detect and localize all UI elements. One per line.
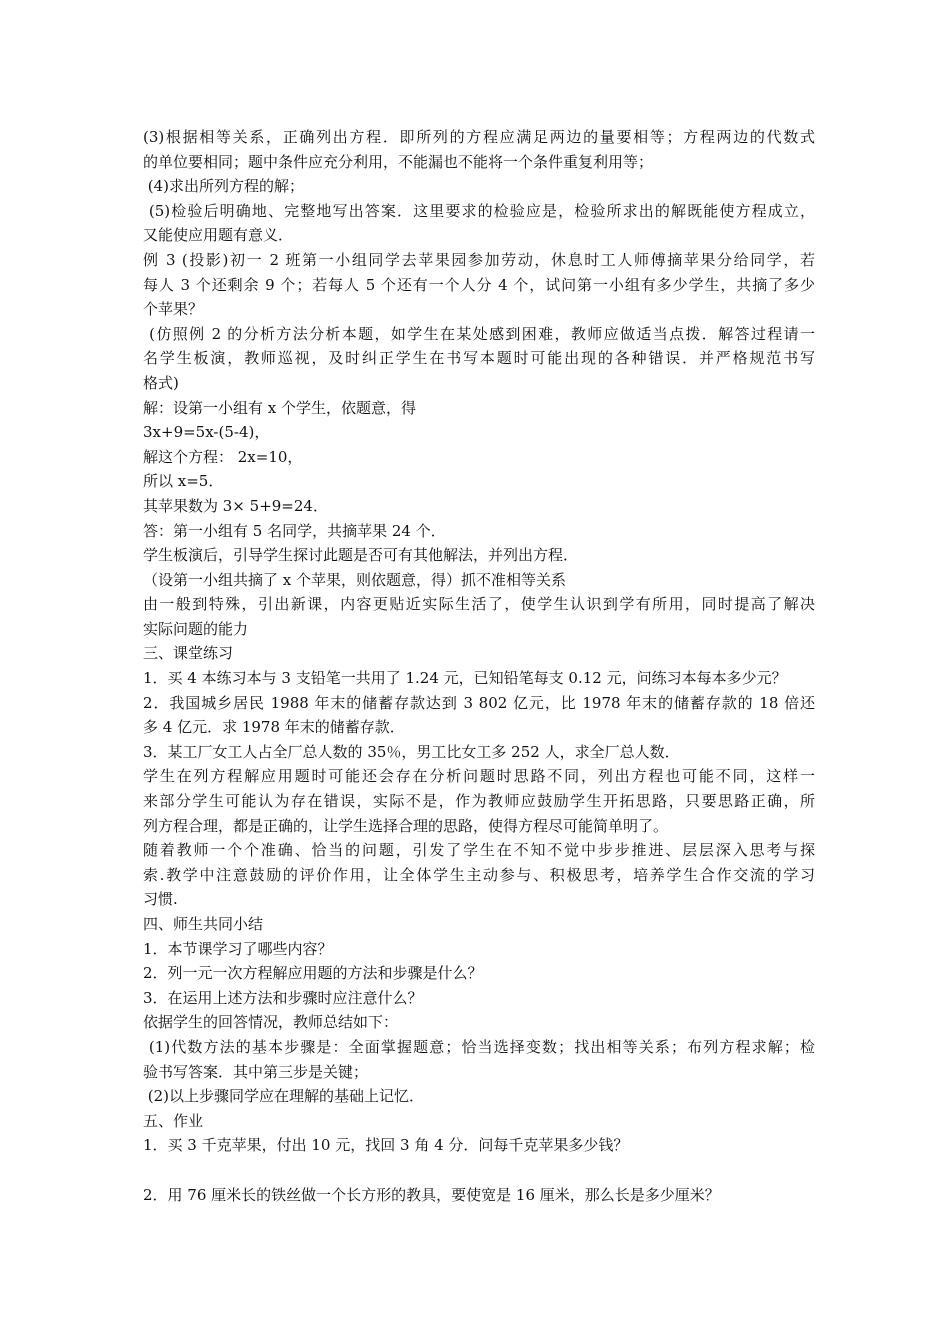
- text-line: 例 3 (投影)初一 2 班第一小组同学去苹果园参加劳动，休息时工人师傅摘苹果分给同学，若: [143, 250, 815, 269]
- text-line: 2．我国城乡居民 1988 年末的储蓄存款达到 3 802 亿元，比 1978 年末的储蓄存款的 18 倍还: [143, 693, 815, 712]
- text-line: 个苹果？: [143, 300, 204, 319]
- text-line: (4)求出所列方程的解；: [143, 177, 305, 196]
- document-body: [143, 125, 815, 1207]
- section-heading: 五、作业: [143, 1111, 204, 1130]
- text-line: 1．买 3 千克苹果，付出 10 元，找回 3 角 4 分．问每千克苹果多少钱？: [143, 1136, 629, 1155]
- text-line: 依据学生的回答情况，教师总结如下：: [143, 1013, 399, 1032]
- text-line: 实际问题的能力: [143, 619, 249, 638]
- text-line: （设第一小组共摘了 x 个苹果，则依题意，得）抓不准相等关系: [143, 570, 566, 589]
- text-line: 的单位要相同；题中条件应充分利用，不能漏也不能将一个条件重复利用等；: [143, 152, 654, 171]
- text-line: 其苹果数为 3× 5+9=24．: [143, 496, 328, 515]
- text-line: 多 4 亿元．求 1978 年末的储蓄存款．: [143, 718, 405, 737]
- text-line: 2．列一元一次方程解应用题的方法和步骤是什么？: [143, 964, 483, 983]
- text-line: 1．本节课学习了哪些内容？: [143, 939, 333, 958]
- text-line: 随着教师一个个准确、恰当的问题，引发了学生在不知不觉中步步推进、层层深入思考与探: [143, 841, 815, 860]
- text-line: 来部分学生可能认为存在错误，实际不是，作为教师应鼓励学生开拓思路，只要思路正确，所: [143, 792, 815, 811]
- text-line: 学生在列方程解应用题时可能还会存在分析问题时思路不同，列出方程也可能不同，这样一: [143, 767, 815, 786]
- text-line: 格式): [143, 373, 179, 392]
- text-line: 索.教学中注意鼓励的评价作用，让全体学生主动参与、积极思考，培养学生合作交流的学习: [143, 865, 815, 884]
- text-line: 2．用 76 厘米长的铁丝做一个长方形的教具，要使宽是 16 厘米，那么长是多少厘米？: [143, 1185, 720, 1204]
- text-line: 列方程合理，都是正确的，让学生选择合理的思路，使得方程尽可能简单明了。: [143, 816, 669, 835]
- text-line: 解：设第一小组有 x 个学生，依题意，得: [143, 398, 416, 417]
- text-line: 名学生板演，教师巡视，及时纠正学生在书写本题时可能出现的各种错误．并严格规范书写: [143, 349, 815, 368]
- section-heading: 三、课堂练习: [143, 644, 234, 663]
- text-line: 每人 3 个还剩余 9 个；若每人 5 个还有一个人分 4 个，试问第一小组有多少学生，共摘了多少: [143, 275, 815, 294]
- section-heading: 四、师生共同小结: [143, 915, 264, 933]
- text-line: 又能使应用题有意义．: [143, 226, 294, 245]
- text-line: 1．买 4 本练习本与 3 支铅笔一共用了 1.24 元，已知铅笔每支 0.12 元，问练习本每本多少元？: [143, 669, 787, 688]
- text-line: (1)代数方法的基本步骤是：全面掌握题意；恰当选择变数；找出相等关系；布列方程求解；检: [143, 1037, 815, 1056]
- text-line: 3．某工厂女工人占全厂总人数的 35％，男工比女工多 252 人，求全厂总人数．: [143, 742, 680, 761]
- text-line: 3．在运用上述方法和步骤时应注意什么？: [143, 988, 423, 1007]
- text-line: 由一般到特殊，引出新课，内容更贴近实际生活了，使学生认识到学有所用，同时提高了解决: [143, 595, 815, 614]
- text-line: (3)根据相等关系，正确列出方程．即所列的方程应满足两边的量要相等；方程两边的代数式: [143, 128, 815, 146]
- text-line: 答：第一小组有 5 名同学，共摘苹果 24 个．: [143, 521, 446, 540]
- text-line: (5)检验后明确地、完整地写出答案．这里要求的检验应是，检验所求出的解既能使方程成立，: [143, 201, 815, 220]
- text-line: (仿照例 2 的分析方法分析本题，如学生在某处感到困难，教师应做适当点拨．解答过程请一: [143, 324, 815, 343]
- blank-line: [143, 1158, 815, 1183]
- text-line: 所以 x=5．: [143, 472, 224, 491]
- text-line: 解这个方程： 2x=10，: [143, 447, 303, 466]
- text-line: 验书写答案．其中第三步是关键；: [143, 1062, 369, 1081]
- text-line: (2)以上步骤同学应在理解的基础上记忆．: [143, 1087, 425, 1106]
- text-line: 学生板演后，引导学生探讨此题是否可有其他解法，并列出方程．: [143, 546, 579, 565]
- text-line: 习惯.: [143, 890, 178, 909]
- text-line: 3x+9=5x-(5-4)，: [143, 423, 270, 442]
